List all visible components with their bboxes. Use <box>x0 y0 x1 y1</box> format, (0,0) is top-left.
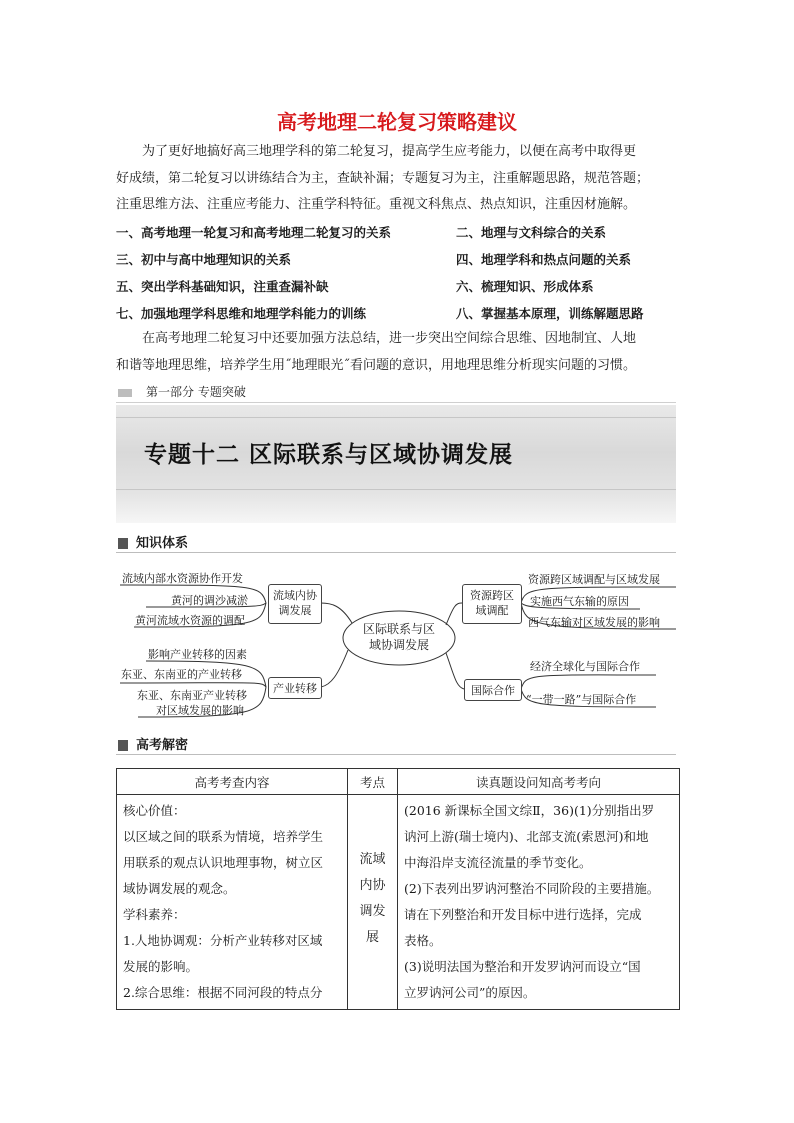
topic-title: 专题十二 区际联系与区域协调发展 <box>144 442 514 468</box>
cell-line: 流域 <box>359 852 386 867</box>
outline-item: 七、加强地理学科思维和地理学科能力的训练 <box>116 306 367 321</box>
outline-item: 一、高考地理一轮复习和高考地理二轮复习的关系 <box>116 225 392 240</box>
part-label: 第一部分 专题突破 <box>146 385 246 399</box>
box-line: 调发展 <box>278 604 312 617</box>
divider <box>116 754 676 755</box>
section-header-exam <box>116 737 676 757</box>
intro-line: 好成绩，第二轮复习以讲练结合为主，查缺补漏；专题复习为主，注重解题思路，规范答题； <box>116 170 650 186</box>
column-header: 读真题设问知高考考向 <box>398 769 680 795</box>
intro-paragraph <box>116 139 682 219</box>
center-line: 区际联系与区 <box>362 622 435 636</box>
outline-item: 二、地理与文科综合的关系 <box>456 225 607 240</box>
kaodian-cell <box>348 795 398 1010</box>
cell-line: (2)下表列出罗讷河整治不同阶段的主要措施。 <box>404 881 660 896</box>
closing-paragraph <box>116 326 682 379</box>
outline-item: 三、初中与高中地理知识的关系 <box>116 252 292 267</box>
leaf-node: 东亚、东南亚产业转移 <box>137 689 247 702</box>
cell-line: 调发 <box>359 904 386 919</box>
box-line: 域调配 <box>475 604 509 617</box>
part-header <box>116 383 676 403</box>
column-header: 考点 <box>348 769 398 795</box>
cell-line: 1.人地协调观：分析产业转移对区域 <box>123 933 323 948</box>
leaf-node: 影响产业转移的因素 <box>148 648 247 661</box>
box-line: 流域内协 <box>273 589 317 602</box>
section-marker <box>118 740 128 751</box>
column-header: 高考考查内容 <box>117 769 348 795</box>
leaf-node: 对区域发展的影响 <box>156 704 244 717</box>
outline-item: 五、突出学科基础知识，注重查漏补缺 <box>116 279 329 294</box>
mind-map <box>116 565 678 725</box>
cell-line: 域协调发展的观念。 <box>123 881 236 896</box>
divider <box>116 417 676 418</box>
cell-line: 学科素养： <box>123 907 186 922</box>
cell-line: 立罗讷河公司”的原因。 <box>404 985 536 1000</box>
leaf-node: 经济全球化与国际合作 <box>530 660 640 673</box>
branch-box-cooperation: 国际合作 <box>464 679 522 701</box>
leaf-node: 黄河流域水资源的调配 <box>135 614 245 627</box>
branch-box-watershed <box>268 584 322 624</box>
page-title: 高考地理二轮复习策略建议 <box>277 110 517 134</box>
intro-line: 为了更好地搞好高三地理学科的第二轮复习，提高学生应考能力，以便在高考中取得更 <box>142 144 637 159</box>
question-cell <box>398 795 680 1010</box>
cell-line: 2.综合思维：根据不同河段的特点分 <box>123 985 323 1000</box>
cell-line: 讷河上游(瑞士境内)、北部支流(索恩河)和地 <box>404 829 649 844</box>
section-header-knowledge <box>116 535 676 555</box>
table-row <box>117 795 680 1010</box>
leaf-node: 黄河的调沙减淤 <box>171 594 248 607</box>
center-line: 域协调发展 <box>368 638 429 652</box>
leaf-node: 东亚、东南亚的产业转移 <box>121 668 242 681</box>
intro-line: 注重思维方法、注重应考能力、注重学科特征。重视文科焦点、热点知识，注重因材施解。 <box>116 197 637 212</box>
outline-item: 四、地理学科和热点问题的关系 <box>456 252 632 267</box>
branch-box-industry: 产业转移 <box>268 677 322 699</box>
outline-item: 八、掌握基本原理，训练解题思路 <box>456 306 644 321</box>
divider <box>116 489 676 490</box>
mind-map-center <box>344 613 454 663</box>
cell-line: 表格。 <box>404 933 442 948</box>
topic-banner <box>116 405 676 523</box>
leaf-node: 西气东输对区域发展的影响 <box>528 616 660 629</box>
leaf-node: 流域内部水资源协作开发 <box>122 572 243 585</box>
cell-line: (3)说明法国为整治和开发罗讷河而设立“国 <box>404 959 641 974</box>
cell-line: (2016 新课标全国文综Ⅱ，36)(1)分别指出罗 <box>404 803 655 818</box>
divider <box>116 552 676 553</box>
closing-line: 和谐等地理思维，培养学生用˝地理眼光˝看问题的意识，用地理思维分析现实问题的习惯。 <box>116 357 637 373</box>
cell-line: 展 <box>365 930 379 945</box>
box-line: 资源跨区 <box>470 589 514 602</box>
section-marker <box>118 538 128 549</box>
cell-line: 请在下列整治和开发目标中进行选择，完成 <box>404 907 642 922</box>
section-label: 高考解密 <box>136 738 189 753</box>
closing-line: 在高考地理二轮复习中还要加强方法总结，进一步突出空间综合思维、因地制宜、人地 <box>142 331 637 346</box>
leaf-node: 实施西气东输的原因 <box>530 595 629 608</box>
part-marker <box>118 389 132 397</box>
cell-line: 以区域之间的联系为情境，培养学生 <box>123 829 324 844</box>
leaf-node: 资源跨区域调配与区域发展 <box>528 573 660 586</box>
content-cell <box>117 795 348 1010</box>
cell-line: 发展的影响。 <box>123 959 199 974</box>
branch-box-resources <box>462 584 522 624</box>
divider <box>116 402 676 403</box>
table-header-row <box>117 769 680 795</box>
section-label: 知识体系 <box>136 536 189 551</box>
outline-list <box>116 219 682 327</box>
exam-table <box>116 768 680 1010</box>
cell-line: 核心价值： <box>123 803 186 818</box>
cell-line: 内协 <box>359 878 386 893</box>
cell-line: 用联系的观点认识地理事物，树立区 <box>123 855 324 870</box>
outline-item: 六、梳理知识、形成体系 <box>456 279 594 294</box>
leaf-node: “一带一路”与国际合作 <box>526 693 637 706</box>
cell-line: 中海沿岸支流径流量的季节变化。 <box>404 855 592 870</box>
